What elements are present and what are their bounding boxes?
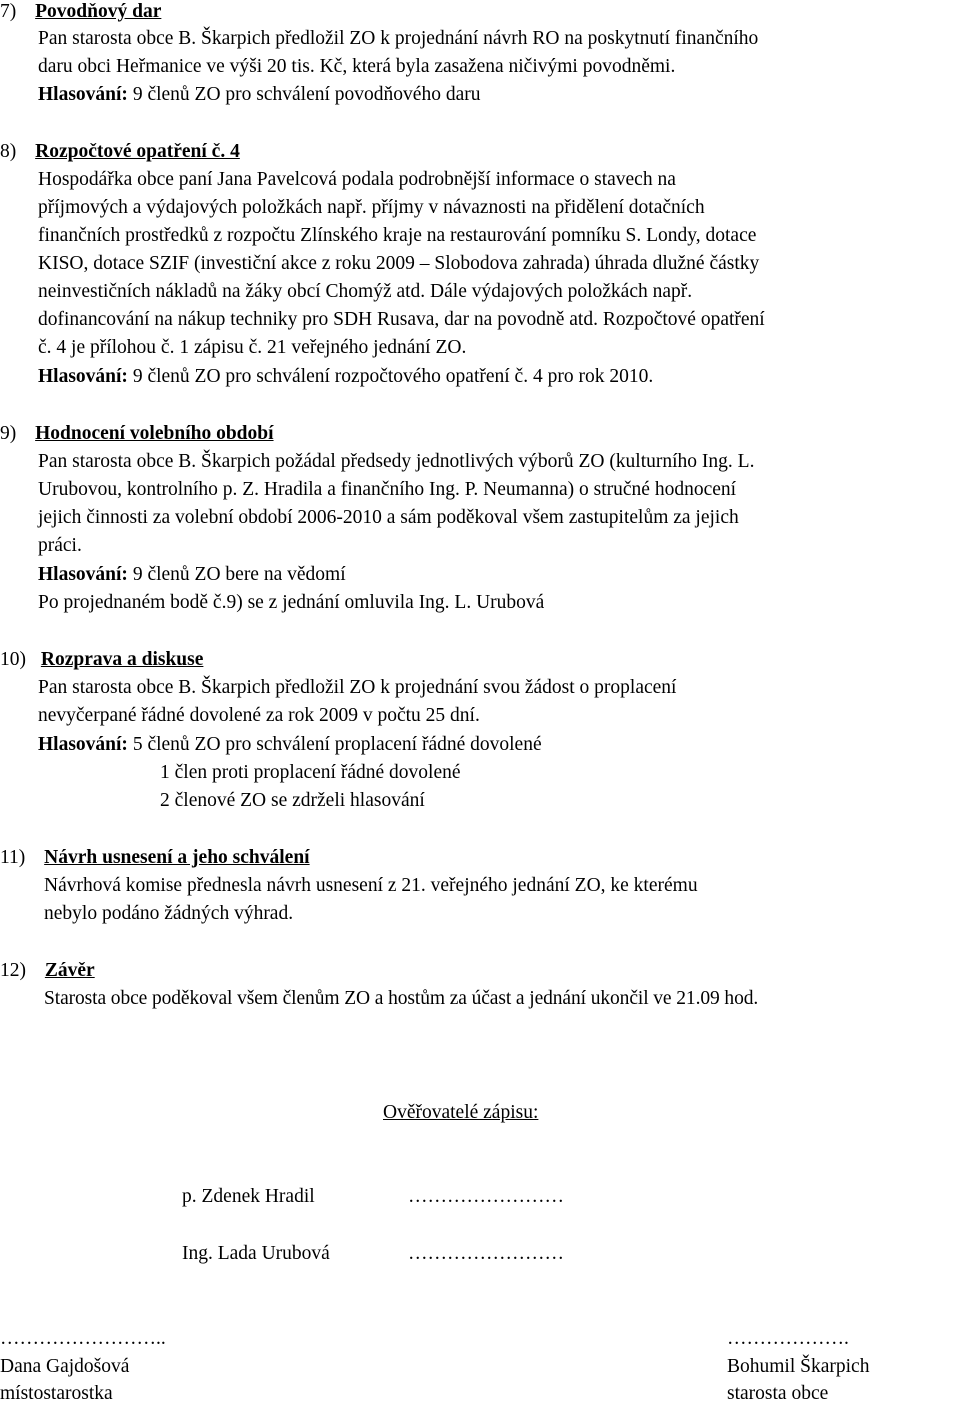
signature-dots: ……………………: [408, 1243, 564, 1264]
section-title: Rozprava a diskuse: [40, 649, 204, 670]
paragraph-line: Pan starosta obce B. Škarpich předložil ZO k projednání návrh RO na poskytnutí finančního: [38, 28, 759, 49]
section-title: Rozpočtové opatření č. 4: [35, 141, 240, 162]
vote-line: [38, 561, 346, 589]
section-title: Hodnocení volebního období: [35, 423, 274, 444]
signature-dots: ……………………: [408, 1186, 564, 1207]
paragraph-line: Hospodářka obce paní Jana Pavelcová podala podrobnější informace o stavech na: [38, 169, 676, 190]
section-title: Povodňový dar: [35, 1, 162, 22]
paragraph-line: práci.: [38, 535, 82, 556]
section-number: 11): [0, 847, 26, 868]
paragraph-line: nebylo podáno žádných výhrad.: [44, 903, 294, 924]
section-10-heading: [0, 646, 203, 674]
section-7-heading: [0, 0, 161, 26]
paragraph-line: neinvestičních nákladů na žáky obcí Chomýž atd. Dále výdajových položkách např.: [38, 281, 693, 302]
paragraph-line: Pan starosta obce B. Škarpich předložil ZO k projednání svou žádost o proplacení: [38, 677, 677, 698]
vote-line: 2 členové ZO se zdrželi hlasování: [160, 790, 425, 811]
vote-text: 9 členů ZO bere na vědomí: [127, 564, 346, 585]
section-number: 7): [0, 1, 17, 22]
section-9-heading: [0, 420, 274, 448]
paragraph-line: Pan starosta obce B. Škarpich požádal předsedy jednotlivých výborů ZO (kulturního Ing. L.: [38, 451, 755, 472]
signatory-name: Bohumil Škarpich: [727, 1356, 870, 1377]
section-number: 8): [0, 141, 17, 162]
paragraph-line: finančních prostředků z rozpočtu Zlínského kraje na restaurování pomníku S. Londy, dotace: [38, 225, 757, 246]
section-title: Závěr: [44, 960, 95, 981]
section-11-heading: [0, 844, 310, 872]
verifier-name: p. Zdenek Hradil: [182, 1186, 315, 1207]
note-line: Po projednaném bodě č.9) se z jednání omluvila Ing. L. Urubová: [38, 592, 545, 613]
section-number: 12): [0, 960, 26, 981]
signature-dots: ……………………..: [0, 1328, 166, 1349]
paragraph-line: nevyčerpané řádné dovolené za rok 2009 v počtu 25 dní.: [38, 705, 480, 726]
vote-line: 1 člen proti proplacení řádné dovolené: [160, 762, 461, 783]
paragraph-line: Návrhová komise přednesla návrh usnesení z 21. veřejného jednání ZO, ke kterému: [44, 875, 698, 896]
signature-dots: ……………….: [727, 1328, 849, 1349]
paragraph-line: dofinancování na nákup techniky pro SDH Rusava, dar na povodně atd. Rozpočtové opatření: [38, 309, 765, 330]
verifier-name: Ing. Lada Urubová: [182, 1243, 330, 1264]
section-title: Návrh usnesení a jeho schválení: [44, 847, 310, 868]
paragraph-line: KISO, dotace SZIF (investiční akce z roku 2009 – Slobodova zahrada) úhrada dlužné částky: [38, 253, 760, 274]
section-12-heading: [0, 957, 95, 985]
paragraph-line: Starosta obce poděkoval všem členům ZO a hostům za účast a jednání ukončil ve 21.09 hod.: [44, 988, 759, 1009]
vote-label: Hlasování:: [38, 366, 128, 387]
vote-text: 9 členů ZO pro schválení povodňového daru: [127, 84, 481, 105]
paragraph-line: jejich činnosti za volební období 2006-2010 a sám poděkoval všem zastupitelům za jejich: [38, 507, 739, 528]
vote-line: [38, 731, 542, 759]
vote-label: Hlasování:: [38, 84, 128, 105]
vote-line: [38, 363, 653, 391]
section-8-heading: [0, 138, 240, 166]
paragraph-line: daru obci Heřmanice ve výši 20 tis. Kč, která byla zasažena ničivými povodněmi.: [38, 56, 676, 77]
signatory-role: starosta obce: [727, 1383, 829, 1404]
verifiers-heading: Ověřovatelé zápisu:: [383, 1102, 539, 1123]
vote-label: Hlasování:: [38, 564, 128, 585]
paragraph-line: příjmových a výdajových položkách např. příjmy v návaznosti na přidělení dotačních: [38, 197, 705, 218]
vote-line: [38, 81, 480, 109]
signatory-name: Dana Gajdošová: [0, 1356, 130, 1377]
vote-text: 9 členů ZO pro schválení rozpočtového opatření č. 4 pro rok 2010.: [127, 366, 654, 387]
section-number: 9): [0, 423, 17, 444]
signatory-role: místostarostka: [0, 1383, 113, 1404]
vote-label: Hlasování:: [38, 734, 128, 755]
paragraph-line: Urubovou, kontrolního p. Z. Hradila a finančního Ing. P. Neumanna) o stručné hodnocení: [38, 479, 737, 500]
paragraph-line: č. 4 je přílohou č. 1 zápisu č. 21 veřejného jednání ZO.: [38, 337, 467, 358]
section-number: 10): [0, 649, 26, 670]
vote-text: 5 členů ZO pro schválení proplacení řádné dovolené: [127, 734, 542, 755]
